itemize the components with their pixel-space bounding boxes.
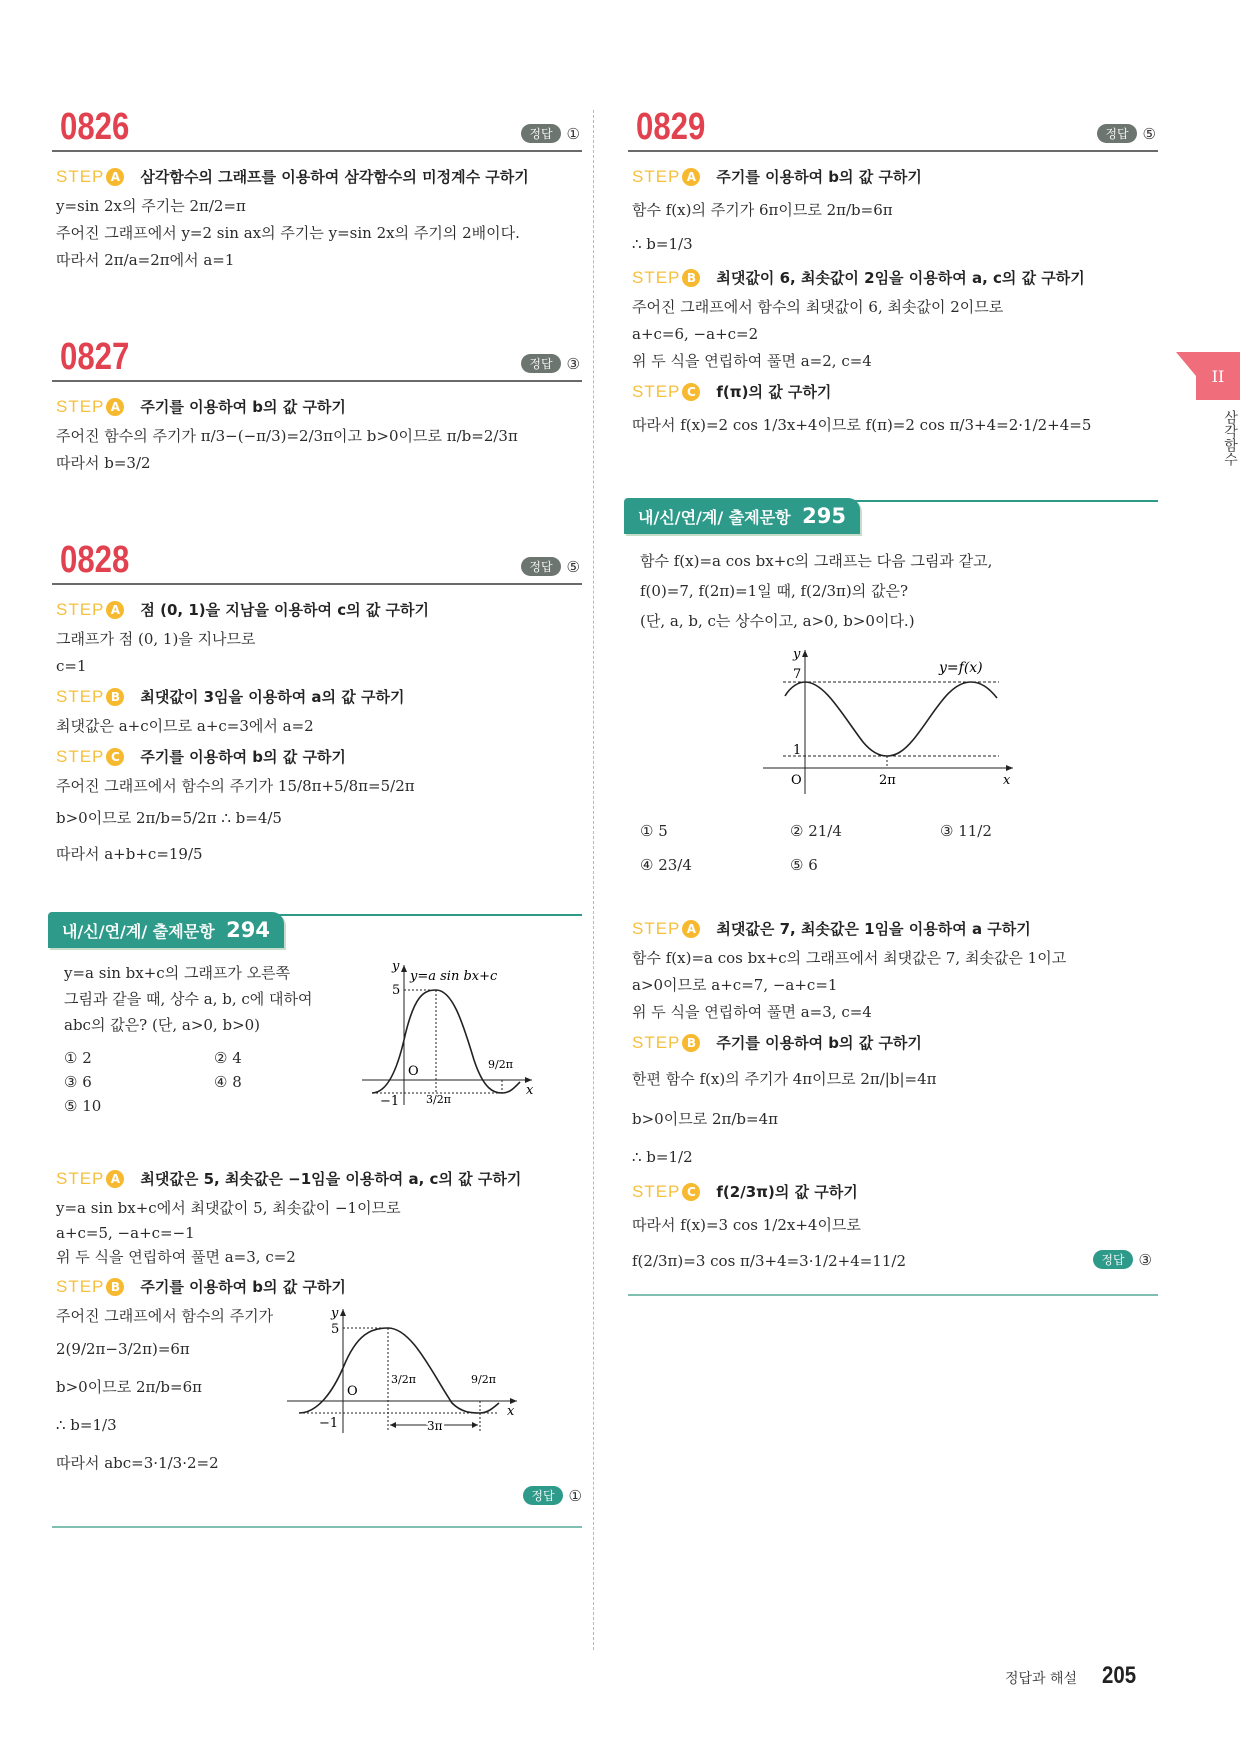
solution-line: b>0이므로 2π/b=6π [56, 1378, 202, 1396]
step-label: STEP [632, 918, 681, 938]
step-letter-icon: A [106, 1170, 124, 1188]
x-peak-label: 3/2π [391, 1373, 416, 1386]
choice[interactable]: ④ 8 [214, 1073, 242, 1091]
graph-295 [763, 646, 1023, 796]
linked-question-header [624, 498, 1158, 536]
y-axis-label: y [793, 647, 801, 662]
solution-0828 [52, 533, 582, 872]
solution-line: 주어진 그래프에서 함수의 최댓값이 6, 최솟값이 2이므로 [632, 298, 1004, 316]
problem-number: 0829 [636, 106, 706, 148]
solution-line: 한편 함수 f(x)의 주기가 4π이므로 2π/|b|=4π [632, 1070, 937, 1088]
y-min-label: −1 [319, 1416, 339, 1431]
footer-label: 정답과 해설 [1005, 1671, 1078, 1687]
solution-line: y=sin 2x의 주기는 2π/2=π [56, 197, 246, 215]
question-line: 함수 f(x)=a cos bx+c의 그래프는 다음 그림과 같고, [640, 552, 993, 570]
question-line: (단, a, b, c는 상수이고, a>0, b>0이다.) [640, 612, 915, 630]
question-line: abc의 값은? (단, a>0, b>0) [64, 1016, 261, 1034]
linked-question-294 [52, 912, 582, 1528]
step-header [56, 1168, 582, 1189]
step-label: STEP [632, 1181, 681, 1201]
solution-line: a+c=5, −a+c=−1 [56, 1224, 195, 1242]
question-line: y=a sin bx+c의 그래프가 오른쪽 [64, 964, 291, 982]
step-header [56, 599, 582, 620]
section-end-rule [628, 1294, 1158, 1296]
solution-line: b>0이므로 2π/b=5/2π ∴ b=4/5 [56, 809, 282, 827]
solution-line: y=a sin bx+c에서 최댓값이 5, 최솟값이 −1이므로 [56, 1199, 401, 1217]
linked-question-prefix: 내/신/연/계/ 출제문항 [62, 922, 215, 941]
step-title: 주기를 이용하여 b의 값 구하기 [716, 168, 922, 186]
solution-0826 [52, 100, 582, 274]
step-label: STEP [632, 166, 681, 186]
solution-line: 최댓값은 a+c이므로 a+c=3에서 a=2 [56, 717, 314, 735]
solution-line: a>0이므로 a+c=7, −a+c=1 [632, 976, 838, 994]
answer [521, 557, 580, 576]
solution-line: 따라서 2π/a=2π에서 a=1 [56, 251, 235, 269]
solution-line: 함수 f(x)=a cos bx+c의 그래프에서 최댓값은 7, 최솟값은 1이고 [632, 949, 1067, 967]
choice[interactable]: ⑤ 10 [64, 1097, 102, 1115]
solution-line: f(2/3π)=3 cos π/3+4=3·1/2+4=11/2 [632, 1252, 906, 1270]
choice[interactable]: ⑤ 6 [790, 856, 818, 874]
solution-line: 따라서 a+b+c=19/5 [56, 845, 203, 863]
origin-label: O [408, 1064, 419, 1079]
solution-line: ∴ b=1/3 [56, 1416, 117, 1434]
solution-line: 따라서 b=3/2 [56, 454, 151, 472]
step-letter-icon: B [682, 269, 700, 287]
solution-line: ∴ b=1/2 [632, 1148, 693, 1166]
column-divider [593, 110, 594, 1650]
graph-294-solution [287, 1303, 527, 1443]
step-header [56, 746, 582, 767]
problem-number: 0826 [60, 106, 130, 148]
step-label: STEP [632, 267, 681, 287]
origin-label: O [347, 1384, 358, 1399]
step-label: STEP [56, 1276, 105, 1296]
step-letter-icon: A [106, 398, 124, 416]
answer-badge: 정답 [1093, 1250, 1132, 1269]
step-title: f(2/3π)의 값 구하기 [716, 1183, 858, 1201]
y-min-label: 1 [793, 743, 802, 758]
y-max-label: 5 [392, 983, 401, 998]
step-label: STEP [632, 1032, 681, 1052]
y-axis-label: y [392, 960, 400, 974]
x-axis-label: x [507, 1404, 515, 1419]
step-header [56, 686, 582, 707]
choice[interactable]: ③ 11/2 [940, 822, 992, 840]
step-letter-icon: A [106, 168, 124, 186]
solution-line: 주어진 함수의 주기가 π/3−(−π/3)=2/3π이고 b>0이므로 π/b=2/3π [56, 427, 518, 445]
problem-header [52, 330, 582, 382]
answer-value: ① [566, 124, 580, 143]
x-axis-label: x [526, 1083, 534, 1098]
step-header [632, 166, 1158, 187]
x-trough-label: 9/2π [471, 1373, 496, 1386]
solution-line: 위 두 식을 연립하여 풀면 a=3, c=4 [632, 1003, 872, 1021]
period-span-label: 3π [427, 1419, 443, 1433]
y-axis-label: y [331, 1306, 339, 1321]
answer-value: ⑤ [1142, 124, 1156, 143]
linked-question-295 [628, 498, 1158, 1296]
step-title: 주기를 이용하여 b의 값 구하기 [140, 1278, 346, 1296]
header-rule [824, 500, 1158, 502]
answer [523, 1486, 582, 1505]
answer-badge: 정답 [1097, 124, 1136, 143]
step-title: 삼각함수의 그래프를 이용하여 삼각함수의 미정계수 구하기 [140, 168, 529, 186]
choice[interactable]: ② 4 [214, 1049, 242, 1067]
step-letter-icon: C [682, 383, 700, 401]
step-title: 최댓값이 6, 최솟값이 2임을 이용하여 a, c의 값 구하기 [716, 269, 1085, 287]
step-header [632, 267, 1158, 288]
solution-line: 주어진 그래프에서 함수의 주기가 [56, 1307, 274, 1325]
step-title: 최댓값이 3임을 이용하여 a의 값 구하기 [140, 688, 405, 706]
solution-line: 주어진 그래프에서 y=2 sin ax의 주기는 y=sin 2x의 주기의 2배이다. [56, 224, 520, 242]
left-column [52, 100, 582, 1528]
x-trough-label: 9/2π [488, 1058, 513, 1071]
choice[interactable]: ① 2 [64, 1049, 92, 1067]
problem-number: 0828 [60, 539, 130, 581]
step-header [632, 381, 1158, 402]
step-label: STEP [56, 166, 105, 186]
answer-badge: 정답 [523, 1486, 562, 1505]
choice[interactable]: ④ 23/4 [640, 856, 692, 874]
linked-question-number: 294 [226, 918, 271, 942]
chapter-tab[interactable] [1196, 352, 1240, 400]
answer [1097, 124, 1156, 143]
answer [1093, 1250, 1152, 1269]
solution-line: 위 두 식을 연립하여 풀면 a=2, c=4 [632, 352, 872, 370]
choice[interactable]: ① 5 [640, 822, 668, 840]
step-header [632, 1181, 1158, 1202]
answer-value: ③ [566, 354, 580, 373]
x-trough-label: 2π [879, 773, 896, 788]
step-letter-icon: B [106, 688, 124, 706]
linked-question-tab [624, 498, 860, 534]
step-letter-icon: B [106, 1278, 124, 1296]
step-header [56, 396, 582, 417]
step-letter-icon: C [106, 748, 124, 766]
solution-line: 따라서 f(x)=3 cos 1/2x+4이므로 [632, 1216, 861, 1234]
step-title: 최댓값은 5, 최솟값은 −1임을 이용하여 a, c의 값 구하기 [140, 1170, 522, 1188]
step-title: 최댓값은 7, 최솟값은 1임을 이용하여 a 구하기 [716, 920, 1031, 938]
step-header [56, 166, 582, 187]
answer [521, 354, 580, 373]
step-label: STEP [632, 381, 681, 401]
step-label: STEP [56, 686, 105, 706]
x-peak-label: 3/2π [426, 1093, 451, 1106]
page-footer [1005, 1662, 1139, 1690]
solution-0827 [52, 330, 582, 477]
step-letter-icon: A [682, 920, 700, 938]
answer-badge: 정답 [521, 557, 560, 576]
solution-line: a+c=6, −a+c=2 [632, 325, 759, 343]
step-label: STEP [56, 1168, 105, 1188]
choice-list [640, 814, 1158, 882]
linked-question-header [48, 912, 582, 950]
chapter-label: 삼각함수 [1222, 410, 1238, 466]
answer-badge: 정답 [521, 124, 560, 143]
solution-line: 따라서 f(x)=2 cos 1/3x+4이므로 f(π)=2 cos π/3+4=2·1/2+4=5 [632, 416, 1092, 434]
header-rule [248, 914, 582, 916]
solution-line: 함수 f(x)의 주기가 6π이므로 2π/b=6π [632, 201, 893, 219]
choice[interactable]: ② 21/4 [790, 822, 842, 840]
step-letter-icon: C [682, 1183, 700, 1201]
problem-header [52, 100, 582, 152]
step-label: STEP [56, 746, 105, 766]
curve-label: y=f(x) [939, 660, 983, 676]
solution-line: b>0이므로 2π/b=4π [632, 1110, 778, 1128]
step-letter-icon: B [682, 1034, 700, 1052]
section-end-rule [52, 1526, 582, 1528]
step-header [632, 1032, 1158, 1053]
question-line: f(0)=7, f(2π)=1일 때, f(2/3π)의 값은? [640, 582, 909, 600]
solution-0829 [628, 100, 1158, 442]
solution-line: 주어진 그래프에서 함수의 주기가 15/8π+5/8π=5/2π [56, 777, 415, 795]
step-title: 점 (0, 1)을 지남을 이용하여 c의 값 구하기 [140, 601, 429, 619]
step-letter-icon: A [106, 601, 124, 619]
origin-label: O [791, 773, 802, 788]
curve-label: y=a sin bx+c [410, 969, 498, 984]
solution-line: 따라서 abc=3·1/3·2=2 [56, 1454, 219, 1472]
step-label: STEP [56, 599, 105, 619]
problem-header [628, 100, 1158, 152]
linked-question-number: 295 [802, 504, 847, 528]
step-header [632, 918, 1158, 939]
linked-question-tab [48, 912, 284, 948]
y-min-label: −1 [380, 1094, 400, 1109]
page-number: 205 [1102, 1662, 1137, 1689]
solution-line: 위 두 식을 연립하여 풀면 a=3, c=2 [56, 1248, 296, 1266]
step-header [56, 1276, 582, 1297]
step-title: 주기를 이용하여 b의 값 구하기 [716, 1034, 922, 1052]
question-line: 그림과 같을 때, 상수 a, b, c에 대하여 [64, 990, 313, 1008]
right-column [628, 100, 1158, 1296]
answer-badge: 정답 [521, 354, 560, 373]
graph-294 [362, 960, 542, 1110]
y-max-label: 7 [793, 667, 802, 682]
solution-line: ∴ b=1/3 [632, 235, 693, 253]
choice[interactable]: ③ 6 [64, 1073, 92, 1091]
answer-value: ⑤ [566, 557, 580, 576]
solution-line: c=1 [56, 657, 87, 675]
solution-line: 2(9/2π−3/2π)=6π [56, 1340, 190, 1358]
solution-line: 그래프가 점 (0, 1)을 지나므로 [56, 630, 256, 648]
answer [521, 124, 580, 143]
problem-number: 0827 [60, 336, 130, 378]
step-title: f(π)의 값 구하기 [716, 383, 832, 401]
answer-value: ① [568, 1486, 582, 1505]
linked-question-prefix: 내/신/연/계/ 출제문항 [638, 508, 791, 527]
problem-header [52, 533, 582, 585]
step-letter-icon: A [682, 168, 700, 186]
answer-value: ③ [1138, 1250, 1152, 1269]
step-label: STEP [56, 396, 105, 416]
step-title: 주기를 이용하여 b의 값 구하기 [140, 398, 346, 416]
x-axis-label: x [1003, 773, 1011, 788]
y-max-label: 5 [331, 1322, 340, 1337]
chapter-numeral: II [1211, 366, 1225, 386]
step-title: 주기를 이용하여 b의 값 구하기 [140, 748, 346, 766]
